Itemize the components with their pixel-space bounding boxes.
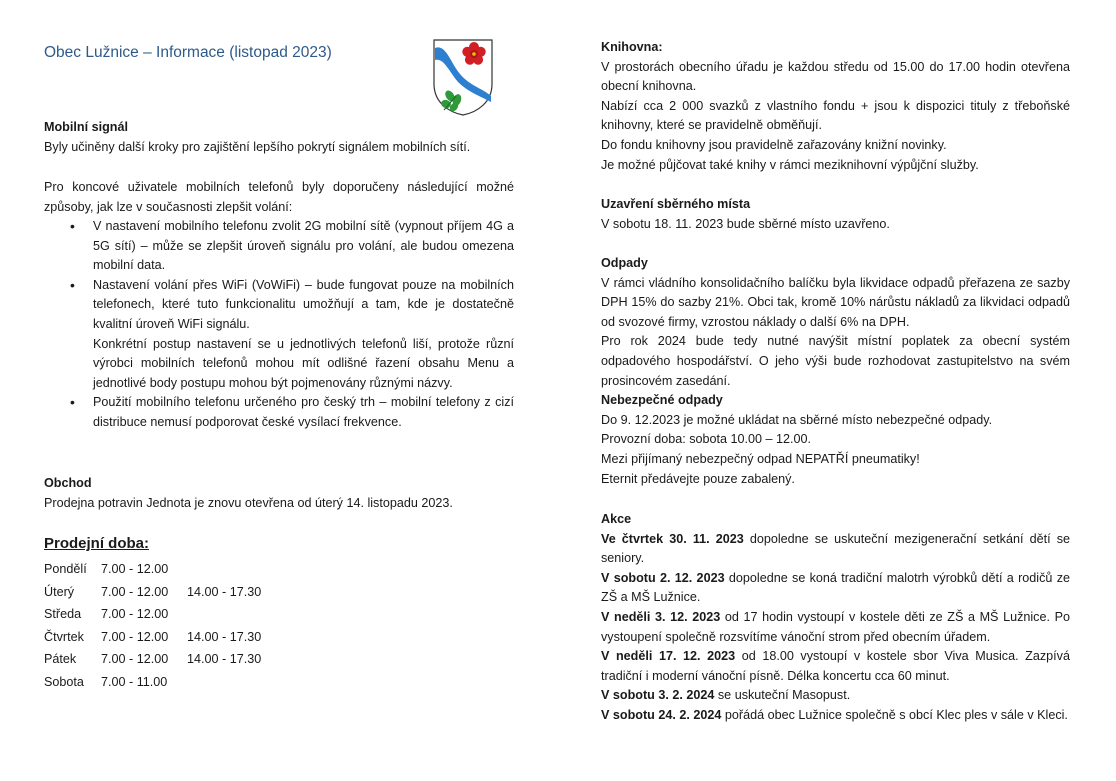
collection-heading: Uzavření sběrného místa: [601, 197, 751, 211]
library-heading: Knihovna:: [601, 40, 663, 54]
hazardous-waste-text: Do 9. 12.2023 je možné ukládat na sběrné místo nebezpečné odpady.: [601, 412, 993, 427]
hazardous-waste-text: Provozní doba: sobota 10.00 – 12.00.: [601, 432, 812, 447]
waste-paragraph: V rámci vládního konsolidačního balíčku byla likvidace odpadů přeřazena ze sazby DPH 15% do sazby 21%. Obci tak, kromě 10% nárůstu nákladů za likvidaci odpadů od svozové firmy, vzrostou náklady o další 6% na DPH.: [601, 275, 1070, 329]
mobile-options-list: [44, 217, 514, 433]
list-item: • Nastavení volání přes WiFi (VoWiFi) – bude fungovat pouze na mobilních telefonech, které tuto funkcionalitu umožňují a tam, kde je dostatečně kvalitní úroveň WiFi signálu. Konkrétní postup nastavení se u jednotlivých telefonů liší, protože různí výrobci mobilních telefonů mohou mít odlišné řazení obsahu Menu a jednotlivé body postupu mohou být pojmenovány různými názvy.: [93, 276, 514, 394]
waste-section: [601, 254, 1070, 489]
shop-heading: Obchod: [44, 476, 92, 490]
event-item: V neděli 3. 12. 2023 od 17 hodin vystoupí v kostele děti ze ZŠ a MŠ Lužnice. Po vystoupení společně rozsvítíme vánoční strom před obecním úřadem.: [601, 609, 1070, 644]
hazardous-waste-text: Eternit předávejte pouze zabalený.: [601, 471, 795, 486]
list-item: • V nastavení mobilního telefonu zvolit 2G mobilní sítě (vypnout příjem 4G a 5G sítí) – může se zlepšit úroveň signálu pro volání, ale budou omezena mobilní data.: [93, 217, 514, 276]
hazardous-waste-text: Mezi přijímaný nebezpečný odpad NEPATŘÍ pneumatiky!: [601, 451, 920, 466]
library-paragraph: V prostorách obecního úřadu je každou středu od 15.00 do 17.00 hodin otevřena obecní knihovna.: [601, 59, 1070, 94]
event-date: Ve čtvrtek 30. 11. 2023: [601, 531, 744, 546]
collection-section: [601, 195, 1070, 234]
waste-heading: Odpady: [601, 256, 648, 270]
events-section: [601, 510, 1070, 726]
waste-paragraph: Pro rok 2024 bude tedy nutné navýšit místní poplatek za obecní systém odpadového hospodářství. O jeho výši bude rozhodovat zastupitelstvo na svém prosincovém zasedání.: [601, 334, 1070, 388]
library-section: [601, 38, 1070, 175]
page-title: Obec Lužnice – Informace (listopad 2023): [44, 44, 332, 61]
table-row: Sobota 7.00 - 11.00: [44, 674, 168, 689]
coat-of-arms-icon: [432, 38, 494, 116]
event-date: V sobotu 3. 2. 2024: [601, 688, 715, 703]
library-paragraph: Do fondu knihovny jsou pravidelně zařazovány knižní novinky.: [601, 137, 947, 152]
library-paragraph: Je možné půjčovat také knihy v rámci meziknihovní výpůjční služby.: [601, 157, 979, 172]
event-item: V sobotu 24. 2. 2024 pořádá obec Lužnice společně s obcí Klec ples v sále v Kleci.: [601, 707, 1068, 722]
event-item: V sobotu 3. 2. 2024 se uskuteční Masopust.: [601, 688, 851, 703]
mobile-intro: Byly učiněny další kroky pro zajištění lepšího pokrytí signálem mobilních sítí.: [44, 140, 471, 154]
table-row: Čtvrtek 7.00 - 12.00 14.00 - 17.30: [44, 629, 262, 644]
library-paragraph: Nabízí cca 2 000 svazků z vlastního fondu + jsou k dispozici tituly z třeboňské knihovny, které se pravidelně obměňují.: [601, 98, 1070, 133]
event-item: Ve čtvrtek 30. 11. 2023 dopoledne se uskuteční mezigenerační setkání dětí se seniory.: [601, 531, 1070, 566]
table-row: Pátek 7.00 - 12.00 14.00 - 17.30: [44, 652, 262, 666]
opening-hours-title: Prodejní doba:: [44, 535, 149, 552]
collection-text: V sobotu 18. 11. 2023 bude sběrné místo uzavřeno.: [601, 216, 890, 231]
event-item: V sobotu 2. 12. 2023 dopoledne se koná tradiční malotrh výrobků dětí a rodičů ze ZŠ a MŠ Lužnice.: [601, 570, 1070, 605]
shop-text: Prodejna potravin Jednota je znovu otevřena od úterý 14. listopadu 2023.: [44, 496, 453, 510]
event-date: V neděli 17. 12. 2023: [601, 649, 736, 664]
event-date: V neděli 3. 12. 2023: [601, 609, 721, 624]
mobile-heading: Mobilní signál: [44, 120, 128, 134]
event-item: V neděli 17. 12. 2023 od 18.00 vystoupí v kostele sbor Viva Musica. Zazpívá tradiční i moderní vánoční písně. Délka koncertu cca 60 minut.: [601, 649, 1070, 683]
table-row: Pondělí 7.00 - 12.00: [44, 562, 169, 576]
events-heading: Akce: [601, 512, 632, 526]
table-row: Středa 7.00 - 12.00: [44, 607, 169, 621]
event-date: V sobotu 2. 12. 2023: [601, 570, 725, 585]
mobile-paragraph: Pro koncové uživatele mobilních telefonů byly doporučeny následující možné způsoby, jak lze v současnosti zlepšit volání:: [44, 180, 514, 214]
hazardous-waste-heading: Nebezpečné odpady: [601, 393, 723, 408]
list-item: • Použití mobilního telefonu určeného pro český trh – mobilní telefony z cizí distribuce nemusí podporovat české vysílací frekvence.: [93, 393, 514, 432]
table-row: Úterý 7.00 - 12.00 14.00 - 17.30: [44, 584, 262, 599]
event-date: V sobotu 24. 2. 2024: [601, 707, 722, 722]
opening-hours-table: [44, 558, 261, 693]
